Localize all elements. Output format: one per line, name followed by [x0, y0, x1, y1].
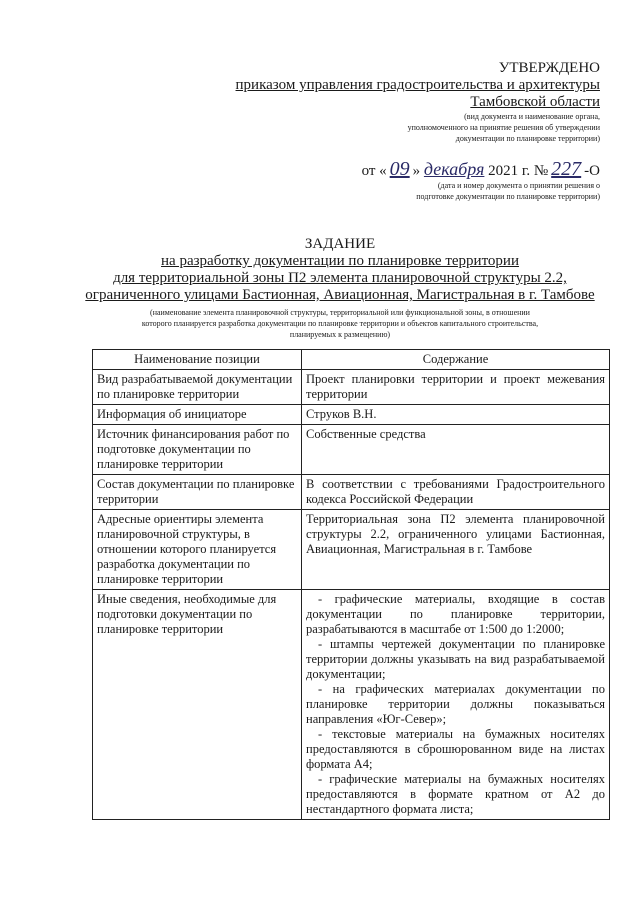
date-suffix: -О	[584, 163, 600, 179]
header-name: Наименование позиции	[93, 350, 302, 370]
approval-line-2: Тамбовской области	[470, 94, 600, 110]
row-content: Струков В.Н.	[302, 405, 610, 425]
approval-date-line	[180, 160, 600, 180]
document-number: 227	[551, 158, 582, 180]
list-item: - графические материалы на бумажных носителях предоставляются в формате кратном от А2 до нестандартного формата листа;	[306, 772, 605, 816]
table-row	[93, 475, 610, 510]
task-line-1: на разработку документации по планировке территории	[161, 253, 519, 269]
approval-block	[180, 60, 600, 202]
date-month: декабря	[423, 159, 485, 179]
approval-note-1: (вид документа и наименование органа,	[464, 112, 600, 121]
date-note-1: (дата и номер документа о принятии решения о	[437, 181, 600, 190]
approval-line-1: приказом управления градостроительства и архитектуры	[235, 77, 600, 93]
row-content: Проект планировки территории и проект межевания территории	[302, 370, 610, 405]
list-item: - штампы чертежей документации по планировке территории должны указывать на вид разрабатываемой документации;	[306, 637, 605, 681]
date-day: 09	[389, 158, 410, 180]
approval-note-3: документации по планировке территории)	[455, 134, 600, 143]
row-name: Состав документации по планировке территории	[93, 475, 302, 510]
table-row	[93, 405, 610, 425]
approval-heading: УТВЕРЖДЕНО	[498, 60, 600, 76]
task-title: ЗАДАНИЕ	[304, 236, 376, 252]
table-header-row	[93, 350, 610, 370]
table-row	[93, 590, 610, 820]
list-item: - текстовые материалы на бумажных носителях предоставляются в сброшюрованном виде на листах формата А4;	[306, 727, 605, 771]
date-year: 2021 г. №	[488, 163, 549, 179]
list-item: - графические материалы, входящие в состав документации по планировке территории, разрабатываются в масштабе от 1:500 до 1:2000;	[306, 592, 605, 636]
table-row	[93, 370, 610, 405]
table-row	[93, 425, 610, 475]
row-content: Территориальная зона П2 элемента планировочной структуры 2.2, ограниченного улицами Бастионная, Авиационная, Магистральная в г. Тамбове	[302, 510, 610, 590]
task-note	[70, 307, 610, 340]
task-note-1: (наименование элемента планировочной структуры, территориальной или функциональной зоны, в отношении	[150, 308, 530, 317]
approval-note-2: уполномоченного на принятие решения об утверждении	[407, 123, 600, 132]
task-line-3: ограниченного улицами Бастионная, Авиационная, Магистральная в г. Тамбове	[85, 287, 595, 303]
row-name: Иные сведения, необходимые для подготовки документации по планировке территории	[93, 590, 302, 820]
date-note-2: подготовке документации по планировке территории)	[416, 192, 600, 201]
header-content: Содержание	[302, 350, 610, 370]
table-row	[93, 510, 610, 590]
row-content: В соответствии с требованиями Градостроительного кодекса Российской Федерации	[302, 475, 610, 510]
row-name: Источник финансирования работ по подготовке документации по планировке территории	[93, 425, 302, 475]
row-content: Собственные средства	[302, 425, 610, 475]
row-name: Информация об инициаторе	[93, 405, 302, 425]
task-line-2: для территориальной зоны П2 элемента планировочной структуры 2.2,	[113, 270, 567, 286]
list-item: - на графических материалах документации по планировке территории должны показываться направления «Юг-Север»;	[306, 682, 605, 726]
date-mid: »	[412, 163, 421, 179]
row-name: Вид разрабатываемой документации по планировке территории	[93, 370, 302, 405]
task-title-block	[70, 236, 610, 340]
task-note-2: которого планируется разработка документации по планировке территории и объектов капитального строительства,	[141, 319, 539, 328]
row-content-list	[302, 590, 610, 820]
row-name: Адресные ориентиры элемента планировочной структуры, в отношении которого планируется разработка документации по планировке территории	[93, 510, 302, 590]
date-prefix: от «	[361, 163, 387, 179]
task-table	[92, 349, 610, 820]
task-note-3: планируемых к размещению)	[289, 330, 391, 339]
